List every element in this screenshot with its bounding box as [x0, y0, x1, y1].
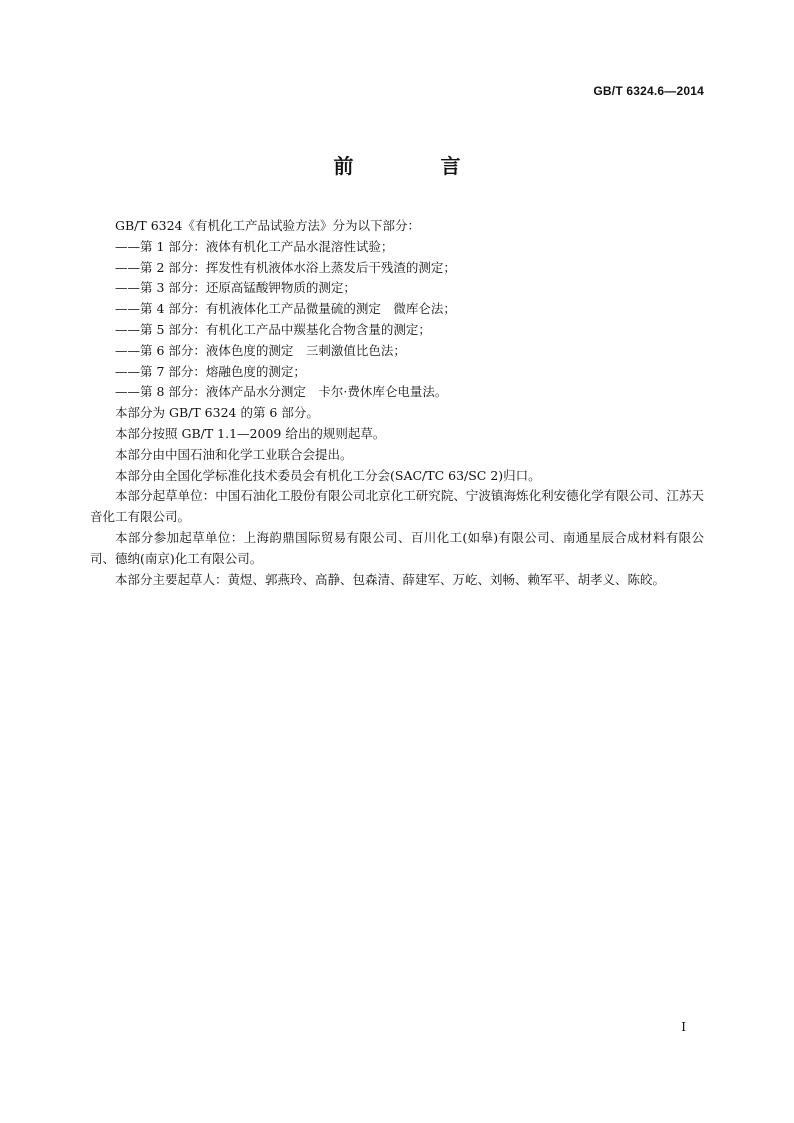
list-item: ——第 3 部分：还原高锰酸钾物质的测定； [115, 280, 356, 296]
paragraph-proposer: 本部分由中国石油和化学工业联合会提出。 [115, 446, 353, 462]
list-item: ——第 8 部分：液体产品水分测定 卡尔·费休库仑电量法。 [115, 384, 448, 400]
paragraph-participating-units: 本部分参加起草单位：上海韵鼎国际贸易有限公司、百川化工(如皋)有限公司、南通星辰合成材料有限公司、德纳(南京)化工有限公司。 [90, 529, 704, 566]
intro-paragraph: GB/T 6324《有机化工产品试验方法》分为以下部分： [115, 218, 421, 233]
paragraph-drafting-units: 本部分起草单位：中国石油化工股份有限公司北京化工研究院、宁波镇海炼化利安德化学有限公司、江苏天音化工有限公司。 [90, 488, 704, 525]
paragraph-committee: 本部分由全国化学标准化技术委员会有机化工分会(SAC/TC 63/SC 2)归口。 [115, 467, 541, 483]
list-item: ——第 2 部分：挥发性有机液体水浴上蒸发后干残渣的测定； [115, 259, 456, 275]
list-item: ——第 1 部分：液体有机化工产品水混溶性试验； [115, 238, 394, 254]
list-item: ——第 4 部分：有机液体化工产品微量硫的测定 微库仑法； [115, 301, 456, 317]
page-title: 前 言 [333, 154, 501, 178]
page-number: I [681, 1020, 686, 1034]
document-body [90, 216, 704, 590]
standard-code: GB/T 6324.6—2014 [593, 84, 704, 98]
list-item: ——第 6 部分：液体色度的测定 三刺激值比色法； [115, 342, 406, 358]
paragraph-part-statement: 本部分为 GB/T 6324 的第 6 部分。 [115, 405, 319, 421]
paragraph-drafting-rules: 本部分按照 GB/T 1.1—2009 给出的规则起草。 [115, 425, 386, 441]
list-item: ——第 7 部分：熔融色度的测定； [115, 363, 306, 379]
list-item: ——第 5 部分：有机化工产品中羰基化合物含量的测定； [115, 321, 431, 337]
paragraph-drafters: 本部分主要起草人：黄煜、郭燕玲、高静、包森清、薛建军、万屹、刘畅、赖军平、胡孝义、陈皎。 [115, 571, 666, 587]
parts-list [90, 237, 704, 403]
